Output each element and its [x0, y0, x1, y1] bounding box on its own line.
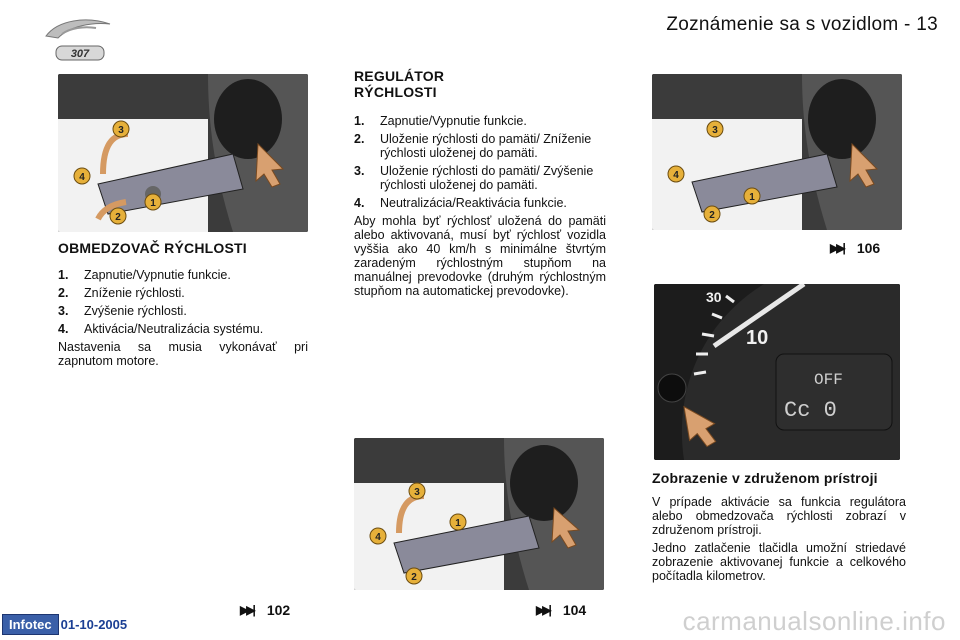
svg-text:4: 4	[673, 170, 679, 181]
print-date: 01-10-2005	[60, 616, 128, 632]
list-item: 2. Zníženie rýchlosti.	[58, 286, 185, 300]
cruise-control-section	[354, 68, 606, 298]
peugeot-307-logo	[40, 14, 116, 64]
svg-text:3: 3	[118, 125, 124, 136]
page-ref-106[interactable]: ▶▶| 106	[830, 240, 881, 256]
list-item: 3. Zvýšenie rýchlosti.	[58, 304, 187, 318]
list-item: 3. Uloženie rýchlosti do pamäti/ Zvýšenie rýchlosti uloženej do pamäti.	[354, 164, 594, 192]
forward-arrows-icon: ▶▶|	[830, 241, 843, 255]
svg-text:2: 2	[115, 212, 121, 223]
infotec-badge: Infotec	[2, 614, 59, 635]
page-ref-104[interactable]: ▶▶| 104	[536, 602, 587, 618]
stalk-photo-left	[58, 74, 308, 232]
display-bottom: Cc 0	[784, 398, 837, 423]
svg-text:3: 3	[414, 487, 420, 498]
page-title: Zoznámenie sa s vozidlom - 13	[666, 14, 938, 35]
svg-text:2: 2	[709, 210, 715, 221]
watermark: carmanualsonline.info	[682, 606, 946, 636]
cluster-display-section	[652, 470, 906, 583]
svg-text:1: 1	[455, 518, 461, 529]
speed-limiter-section	[58, 240, 308, 368]
cluster-display-para1: V prípade aktivácie sa funkcia regulátora alebo obmedzovača rýchlosti zobrazí v združenom prístroji.	[652, 495, 906, 537]
list-item: 1. Zapnutie/Vypnutie funkcie.	[354, 114, 527, 128]
instrument-cluster-photo	[654, 284, 900, 460]
speed-limiter-heading: OBMEDZOVAČ RÝCHLOSTI	[58, 240, 247, 256]
cluster-display-heading: Zobrazenie v združenom prístroji	[652, 470, 878, 486]
list-item: 2. Uloženie rýchlosti do pamäti/ Zníženie rýchlosti uloženej do pamäti.	[354, 132, 592, 160]
page-ref-102[interactable]: ▶▶| 102	[240, 602, 291, 618]
logo-text: 307	[70, 48, 90, 60]
svg-text:2: 2	[411, 572, 417, 583]
forward-arrows-icon: ▶▶|	[536, 603, 549, 617]
forward-arrows-icon: ▶▶|	[240, 603, 253, 617]
svg-text:3: 3	[712, 125, 718, 136]
speed-limiter-note: Nastavenia sa musia vykonávať pri zapnutom motore.	[58, 340, 308, 368]
svg-text:1: 1	[749, 192, 755, 203]
list-item: 4. Aktivácia/Neutralizácia systému.	[58, 322, 264, 336]
list-item: 4. Neutralizácia/Reaktivácia funkcie.	[354, 196, 567, 210]
footer	[2, 614, 127, 634]
stalk-photo-right	[652, 74, 902, 230]
cruise-control-note: Aby mohla byť rýchlosť uložená do pamäti alebo aktivovaná, musí byť rýchlosť vozidla vyššia ako 40 km/h s minimálne štvrtým zaradeným rýchlostným stupňom na manuálnej prevodovke (druhým rýchlostným stupňom na automatickej prevodovke).	[354, 214, 606, 298]
svg-text:4: 4	[375, 532, 381, 543]
cruise-control-heading: REGULÁTOR RÝCHLOSTI	[354, 68, 445, 100]
gauge-tick-10: 10	[746, 327, 769, 349]
display-top: OFF	[814, 371, 843, 389]
svg-text:4: 4	[79, 172, 85, 183]
list-item: 1. Zapnutie/Vypnutie funkcie.	[58, 268, 231, 282]
stalk-photo-middle	[354, 438, 604, 590]
svg-text:1: 1	[150, 198, 156, 209]
cluster-display-para2: Jedno zatlačenie tlačidla umožní striedavé zobrazenie aktivovanej funkcie a celkového počítadla kilometrov.	[652, 541, 906, 583]
gauge-tick-30: 30	[706, 289, 722, 305]
